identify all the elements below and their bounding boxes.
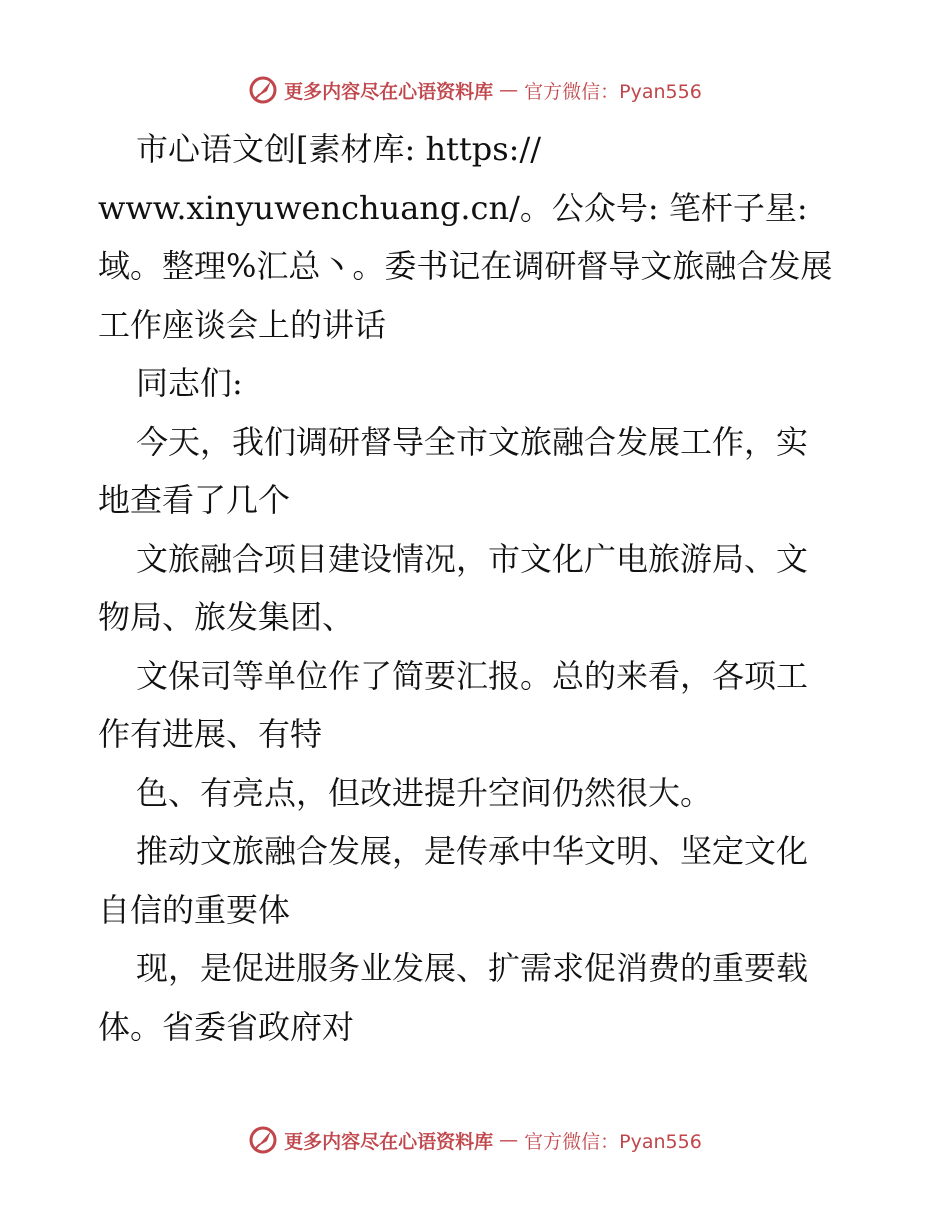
body-line: 现，是促进服务业发展、扩需求促消费的重要载 (136, 949, 809, 987)
header-wechat-text: 官方微信：Pyan556 (524, 80, 702, 103)
body-line: 工作座谈会上的讲话 (98, 305, 387, 344)
footer-banner-separator: — (499, 1129, 519, 1151)
body-line: 文保司等单位作了简要汇报。总的来看，各项工 (136, 656, 809, 695)
footer-banner-text: 更多内容尽在心语资料库 (284, 1130, 494, 1153)
body-line: 推动文旅融合发展，是传承中华文明、坚定文化 (136, 832, 809, 870)
salutation: 同志们: (136, 364, 243, 402)
document-body (98, 120, 858, 1056)
quill-logo-icon (248, 75, 278, 105)
footer-wechat-text: 官方微信：Pyan556 (524, 1130, 702, 1153)
body-line: 色、有亮点，但改进提升空间仍然很大。 (136, 773, 713, 812)
body-line: 物局、旅发集团、 (98, 598, 355, 636)
body-line: 域。整理%汇总丶。委书记在调研督导文旅融合发展 (98, 247, 833, 285)
body-line: 作有进展、有特 (98, 715, 323, 753)
header-banner-separator: — (499, 79, 519, 101)
body-line: www.xinyuwenchuang.cn/。公众号: 笔杆子星: (98, 188, 808, 227)
body-line: 自信的重要体 (98, 890, 291, 929)
footer-banner (0, 1120, 950, 1160)
body-line: 地查看了几个 (98, 481, 291, 519)
body-line: 今天，我们调研督导全市文旅融合发展工作，实 (136, 422, 809, 461)
quill-logo-icon (248, 1125, 278, 1155)
body-line: 文旅融合项目建设情况，市文化广电旅游局、文 (136, 539, 809, 578)
body-line: 体。省委省政府对 (98, 1007, 355, 1046)
header-banner (0, 70, 950, 110)
body-line: 市心语文创[素材库: https:// (136, 130, 542, 168)
header-banner-text: 更多内容尽在心语资料库 (284, 80, 494, 103)
